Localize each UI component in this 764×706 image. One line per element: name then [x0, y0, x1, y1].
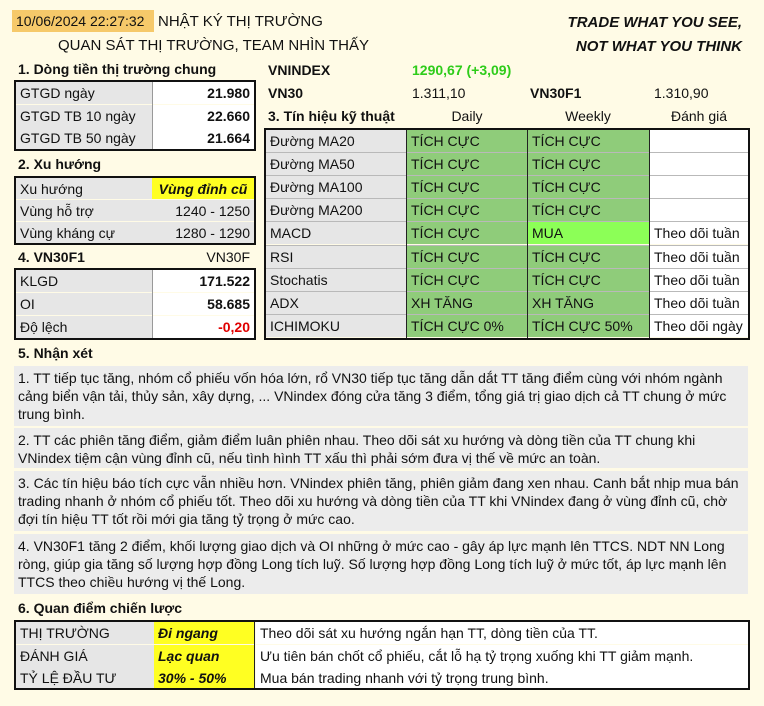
signal-row-divider: [266, 221, 748, 222]
strategy-label-assessment: ĐÁNH GIÁ: [16, 645, 154, 667]
signal-eval-cell: [650, 199, 748, 221]
signal-name-cell: MACD: [266, 222, 406, 244]
signal-daily-cell: TÍCH CỰC: [407, 199, 527, 221]
signal-weekly-cell: TÍCH CỰC: [528, 153, 649, 175]
signals-col-weekly: Weekly: [565, 108, 611, 124]
signal-weekly-cell: TÍCH CỰC: [528, 199, 649, 221]
vn30f1-label-oi: OI: [16, 293, 152, 315]
signal-row-divider: [266, 198, 748, 199]
cashflow-label-50d: GTGD TB 50 ngày: [16, 127, 152, 149]
trend-value-support: 1240 - 1250: [152, 200, 254, 221]
timestamp: 10/06/2024 22:27:32: [12, 10, 154, 32]
comment-3: 3. Các tín hiệu báo tích cực vẫn nhiều hơn. VNindex phiên tăng, phiên giảm đang xen nhau. Canh bắt nhịp mua bán trading nhanh ở nhóm cổ phiếu tốt. Theo dõi xu hướng và dòng tiền của TT khi VNindex đang ở vùng đỉnh cũ, chờ đợi tín hiệu TT tốt rồi mới gia tăng tỷ trọng ở mức cao.: [14, 471, 748, 531]
vn30f1-divider: [152, 270, 153, 338]
signal-weekly-cell: TÍCH CỰC: [528, 269, 649, 291]
page-subtitle: QUAN SÁT THỊ TRƯỜNG, TEAM NHÌN THẤY: [58, 36, 369, 54]
strategy-divider-1: [254, 622, 255, 688]
signal-weekly-cell: TÍCH CỰC 50%: [528, 315, 649, 337]
signal-eval-cell: Theo dõi tuần: [650, 269, 748, 291]
strategy-value-allocation: 30% - 50%: [154, 667, 254, 688]
vn30f1-index-value: 1.310,90: [654, 85, 709, 101]
strategy-label-market: THỊ TRƯỜNG: [16, 622, 154, 644]
vn30f1-section-title: 4. VN30F1: [18, 249, 85, 265]
trend-value-resistance: 1280 - 1290: [152, 222, 254, 243]
signal-row-divider: [266, 152, 748, 153]
comment-4: 4. VN30F1 tăng 2 điểm, khối lượng giao dịch và OI những ở mức cao - gây áp lực mạnh lên TTCS. NDT NN Long ròng, giúp gia tăng số lượng hợp đồng Long tích luỹ. Số lượng hợp đồng Long tích luỹ ở mức tốt, áp lực mạnh lên TTCS theo chiều hướng vị thế Long.: [14, 534, 748, 594]
comment-2: 2. TT các phiên tăng điểm, giảm điểm luân phiên nhau. Theo dõi sát xu hướng và dòng tiền của TT chung khi VNindex tiệm cận vùng đỉnh cũ, nếu tình hình TT xấu thì phải sớm đưa vị thế về mức an toàn.: [14, 428, 748, 468]
signal-daily-cell: TÍCH CỰC: [407, 153, 527, 175]
signal-weekly-cell: TÍCH CỰC: [528, 130, 649, 152]
page-title: NHẬT KÝ THỊ TRƯỜNG: [158, 12, 323, 30]
strategy-note-allocation: Mua bán trading nhanh với tỷ trọng trung bình.: [256, 667, 748, 688]
trend-value-direction: Vùng đỉnh cũ: [152, 178, 254, 199]
strategy-label-allocation: TỶ LỆ ĐẦU TƯ: [16, 667, 154, 688]
trend-label-resistance: Vùng kháng cự: [16, 222, 152, 243]
signal-daily-cell: TÍCH CỰC: [407, 222, 527, 244]
signals-divider-2: [527, 130, 528, 338]
slogan-line-2: NOT WHAT YOU THINK: [575, 37, 742, 55]
vn30-label: VN30: [268, 85, 304, 101]
signal-row-divider: [266, 245, 748, 246]
strategy-value-market: Đi ngang: [154, 622, 254, 644]
cashflow-divider: [152, 82, 153, 149]
comments-section-title: 5. Nhận xét: [18, 345, 93, 361]
comment-1: 1. TT tiếp tục tăng, nhóm cổ phiếu vốn hóa lớn, rổ VN30 tiếp tục tăng dẫn dắt TT tăng điểm cùng với nhóm ngành cảng biển vận tải, thủy sản, xây dựng, ... VNindex đóng cửa tăng 3 điểm, tổng giá trị giao dịch cả TT chung ở mức trung bình.: [14, 366, 748, 426]
signal-name-cell: Đường MA20: [266, 130, 406, 152]
signal-weekly-cell: XH TĂNG: [528, 292, 649, 314]
vn30f1-label-volume: KLGD: [16, 270, 152, 292]
signal-name-cell: Stochatis: [266, 269, 406, 291]
signal-weekly-cell: TÍCH CỰC: [528, 176, 649, 198]
signal-row-divider: [266, 175, 748, 176]
signal-daily-cell: TÍCH CỰC: [407, 269, 527, 291]
signals-divider-1: [406, 130, 407, 338]
signal-eval-cell: Theo dõi ngày: [650, 315, 748, 337]
signal-daily-cell: XH TĂNG: [407, 292, 527, 314]
cashflow-label-daily: GTGD ngày: [16, 82, 152, 104]
vnindex-label: VNINDEX: [268, 62, 331, 78]
vn30f1-value-basis: -0,20: [152, 316, 254, 338]
slogan-line-1: TRADE WHAT YOU SEE,: [567, 13, 742, 31]
cashflow-section-title: 1. Dòng tiền thị trường chung: [18, 61, 217, 77]
signal-eval-cell: Theo dõi tuần: [650, 292, 748, 314]
signal-eval-cell: Theo dõi tuần: [650, 246, 748, 268]
signals-section-title: 3. Tín hiệu kỹ thuật: [268, 108, 395, 124]
signal-daily-cell: TÍCH CỰC: [407, 246, 527, 268]
trend-section-title: 2. Xu hướng: [18, 156, 102, 172]
signal-row-divider: [266, 268, 748, 269]
signal-name-cell: Đường MA50: [266, 153, 406, 175]
vn30f1-label-basis: Độ lệch: [16, 316, 152, 338]
signal-daily-cell: TÍCH CỰC 0%: [407, 315, 527, 337]
vn30f1-value-volume: 171.522: [152, 270, 254, 292]
signal-name-cell: Đường MA200: [266, 199, 406, 221]
trend-label-support: Vùng hỗ trợ: [16, 200, 152, 221]
vn30f1-index-label: VN30F1: [530, 85, 582, 101]
signal-eval-cell: [650, 153, 748, 175]
signal-name-cell: RSI: [266, 246, 406, 268]
vn30f1-value-oi: 58.685: [152, 293, 254, 315]
signal-daily-cell: TÍCH CỰC: [407, 130, 527, 152]
vn30f1-code: VN30F: [206, 249, 250, 265]
cashflow-value-daily: 21.980: [152, 82, 254, 104]
signals-col-eval: Đánh giá: [670, 108, 728, 124]
strategy-section-title: 6. Quan điểm chiến lược: [18, 600, 183, 616]
cashflow-label-10d: GTGD TB 10 ngày: [16, 105, 152, 127]
signal-name-cell: ADX: [266, 292, 406, 314]
vn30-value: 1.311,10: [412, 85, 466, 101]
signal-weekly-cell: MUA: [528, 222, 649, 244]
signal-weekly-cell: TÍCH CỰC: [528, 246, 649, 268]
cashflow-value-50d: 21.664: [152, 127, 254, 149]
signal-row-divider: [266, 291, 748, 292]
signal-eval-cell: [650, 130, 748, 152]
signal-daily-cell: TÍCH CỰC: [407, 176, 527, 198]
signal-eval-cell: Theo dõi tuần: [650, 222, 748, 244]
strategy-value-assessment: Lạc quan: [154, 645, 254, 667]
signals-col-daily: Daily: [451, 108, 483, 124]
signals-divider-3: [649, 130, 650, 338]
strategy-note-market: Theo dõi sát xu hướng ngắn hạn TT, dòng tiền của TT.: [256, 622, 748, 644]
cashflow-value-10d: 22.660: [152, 105, 254, 127]
trend-label-direction: Xu hướng: [16, 178, 152, 199]
signal-name-cell: Đường MA100: [266, 176, 406, 198]
vnindex-value: 1290,67 (+3,09): [412, 62, 512, 78]
strategy-note-assessment: Ưu tiên bán chốt cổ phiếu, cắt lỗ hạ tỷ trọng xuống khi TT giảm mạnh.: [256, 645, 748, 667]
signal-eval-cell: [650, 176, 748, 198]
signal-name-cell: ICHIMOKU: [266, 315, 406, 337]
signal-row-divider: [266, 314, 748, 315]
